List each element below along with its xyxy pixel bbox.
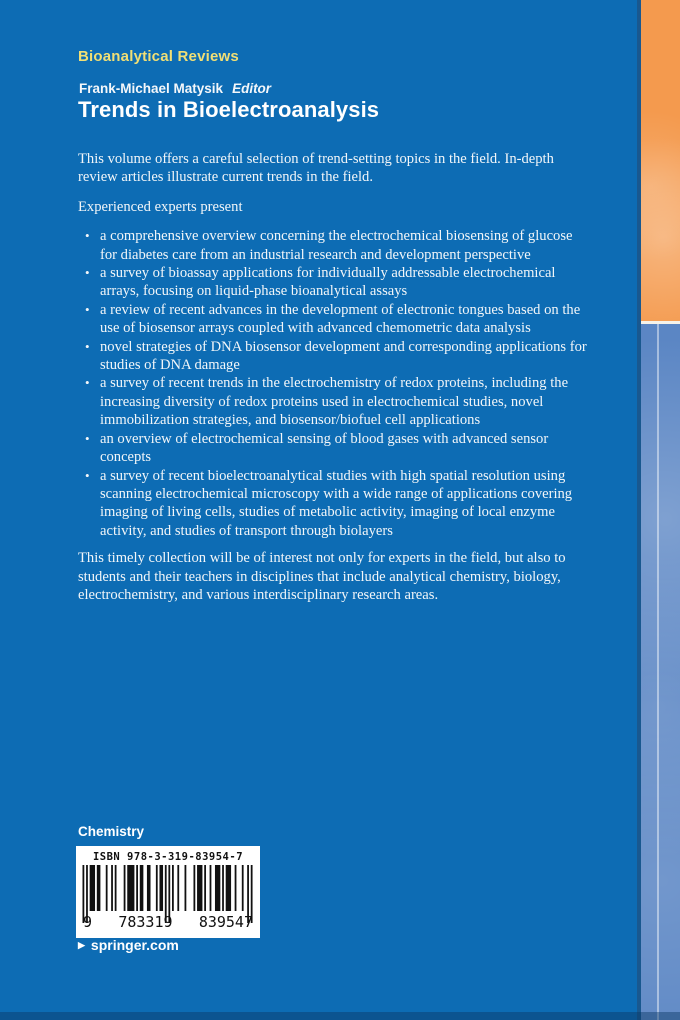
bullet-item: • novel strategies of DNA biosensor development and corresponding applications for studies of DNA damage xyxy=(100,338,592,375)
bottom-edge-stripe xyxy=(0,1012,680,1020)
book-title: Trends in Bioelectroanalysis xyxy=(78,97,380,122)
bullet-item: • a survey of recent trends in the electrochemistry of redox proteins, including the increasing diversity of redox proteins used in electrochemical studies, novel immobilization strategies, and biosensor/biofuel cell applications xyxy=(100,374,592,429)
series-title: Bioanalytical Reviews xyxy=(78,48,239,65)
back-cover-blurb xyxy=(78,150,592,615)
orange-ornament-block xyxy=(641,0,680,321)
outro-paragraph: This timely collection will be of interest not only for experts in the field, but also to students and their teachers in disciplines that include analytical chemistry, biology, electrochemistry, and various interdisciplinary research areas. xyxy=(78,550,566,603)
bullet-item: • an overview of electrochemical sensing of blood gases with advanced sensor concepts xyxy=(100,430,592,467)
isbn-digit-group: 783319 xyxy=(118,913,173,931)
highlights-list xyxy=(78,227,592,540)
isbn-label: ISBN 978-3-319-83954-7 xyxy=(92,851,244,863)
springer-arrow-icon: ▶ xyxy=(78,939,85,950)
isbn-digit-group: 9 xyxy=(83,913,93,931)
springer-url: springer.com xyxy=(90,937,179,953)
isbn-digit-group: 839547 xyxy=(198,913,253,931)
bullet-item: • a survey of bioassay applications for individually addressable electrochemical arrays, focusing on liquid-phase bioanalytical assays xyxy=(100,264,592,301)
blue-ornament-block xyxy=(641,324,680,1020)
springer-link[interactable] xyxy=(78,937,179,953)
editor-role: Editor xyxy=(232,81,272,96)
intro-paragraph: This volume offers a careful selection of trend-setting topics in the field. In-depth review articles illustrate current trends in the field. xyxy=(78,151,554,186)
category-label: Chemistry xyxy=(78,824,145,839)
isbn-box xyxy=(76,846,260,938)
bullet-item: • a comprehensive overview concerning the electrochemical biosensing of glucose for diabetes care from an industrial research and development perspective xyxy=(100,227,592,264)
bullet-item: • a review of recent advances in the development of electronic tongues based on the use of biosensor arrays coupled with advanced chemometric data analysis xyxy=(100,301,592,338)
editor-line xyxy=(79,81,271,96)
experts-line: Experienced experts present xyxy=(78,198,243,215)
barcode-wrap xyxy=(82,865,254,931)
accent-strip xyxy=(637,0,680,1020)
bullet-item: • a survey of recent bioelectroanalytical studies with high spatial resolution using scanning electrochemical microscopy with a wide range of applications covering imaging of living cells, studies of metabolic activity, imaging of local enzyme activity, and studies of transport through biolayers xyxy=(100,467,592,541)
editor-name: Frank-Michael Matysik xyxy=(79,81,224,96)
isbn-digits xyxy=(83,913,253,931)
